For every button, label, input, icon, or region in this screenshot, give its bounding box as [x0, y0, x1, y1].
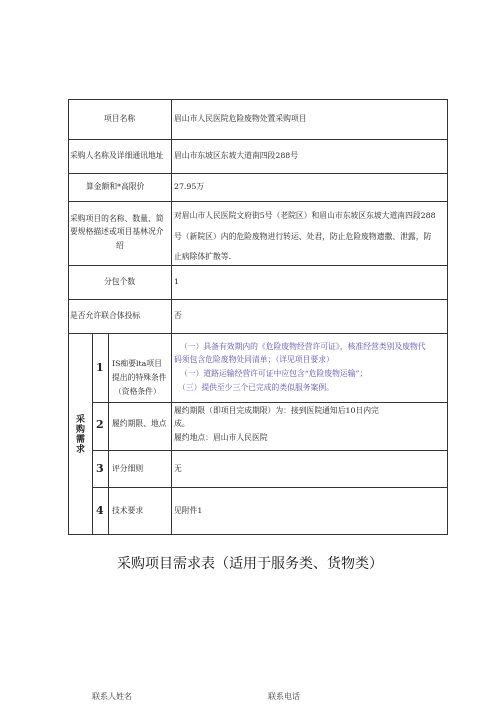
req-row-1-label-3: （资格条件） [114, 387, 161, 396]
requirements-side-label-2: 购 [76, 425, 86, 435]
req-row-2-num: 2 [96, 418, 104, 431]
project-desc-value-3: 止病除体扩散等. [174, 252, 232, 261]
budget-label: 算金额和*高限价 [86, 182, 145, 191]
project-desc-label-2: 要规格描述或项目基林况介 [70, 227, 164, 236]
req-row-4-label: 技术要求 [112, 506, 144, 515]
req-row-3-num: 3 [96, 462, 104, 475]
req-row-2-value-1: 履约期限（即项目完成期限）为：接到医院通知后10日内完 [174, 406, 379, 415]
project-desc-value-2: 号（新院区）内的危险废物进行转运、处君，防止危险废物遗撒、泄露，防 [174, 232, 432, 241]
req-row-4-num: 4 [96, 504, 104, 517]
project-name-value: 眉山市人民医院危险废物处置采购项目 [174, 114, 307, 123]
req-row-4-value: 见附件1 [174, 506, 203, 515]
requirements-side-label-4: 求 [76, 445, 86, 455]
req-row-2-value-3: 履约地点：眉山市人民医院 [174, 433, 268, 442]
req-row-1-value-1: （一）具备有效期内的《危险废物经营许可证》，核准经营类别及废物代 [180, 342, 426, 351]
req-row-2-label: 履约期限、地点 [112, 419, 167, 428]
project-name-label: 项目名称 [104, 114, 136, 123]
req-row-1-value-2: 码须包含危险废物处同清单；（详见项目要求） [174, 355, 334, 364]
consortium-label: 是否允许联合体投标 [70, 311, 141, 320]
project-desc-value-1: 对眉山市人民医院文府街5号（老院区）和眉山市东坡区东坡大道南四段288 [174, 211, 436, 220]
project-desc-label-3: 绍 [116, 241, 124, 250]
contact-name-label: 联系人姓名 [92, 692, 132, 701]
contact-phone-label: 联系电话 [268, 692, 300, 701]
packages-value: 1 [174, 277, 179, 286]
requirements-side-label-1: 采 [76, 415, 86, 425]
req-row-1-value-3: （一）道路运输经营许可证中应包含“危险废物运输”； [180, 369, 368, 378]
req-row-1-label-1: IS痴要lta项目 [112, 359, 162, 368]
page-title: 采购项目需求表（适用于服务类、货物类） [117, 556, 383, 572]
project-desc-label-1: 采购项目的名称、数量、简 [70, 214, 164, 223]
req-row-3-value: 无 [174, 464, 182, 473]
consortium-value: 否 [174, 311, 182, 320]
budget-value: 27.95万 [174, 182, 205, 191]
purchaser-value: 眉山市东坡区东坡大道南四段288号 [174, 151, 299, 160]
req-row-2-value-2: 成。 [174, 419, 190, 428]
packages-label: 分包个数 [104, 277, 136, 286]
purchaser-label: 采购人名称及详细通讯地址 [70, 151, 164, 160]
req-row-1-label-2: 提出的特殊条件 [112, 373, 167, 382]
req-row-3-label: 评分细则 [112, 464, 144, 473]
req-row-1-value-4: （三）提供至少三个已完成的类似服务案例。 [178, 383, 334, 392]
req-row-1-num: 1 [96, 361, 104, 374]
requirements-side-label-3: 需 [76, 435, 86, 445]
